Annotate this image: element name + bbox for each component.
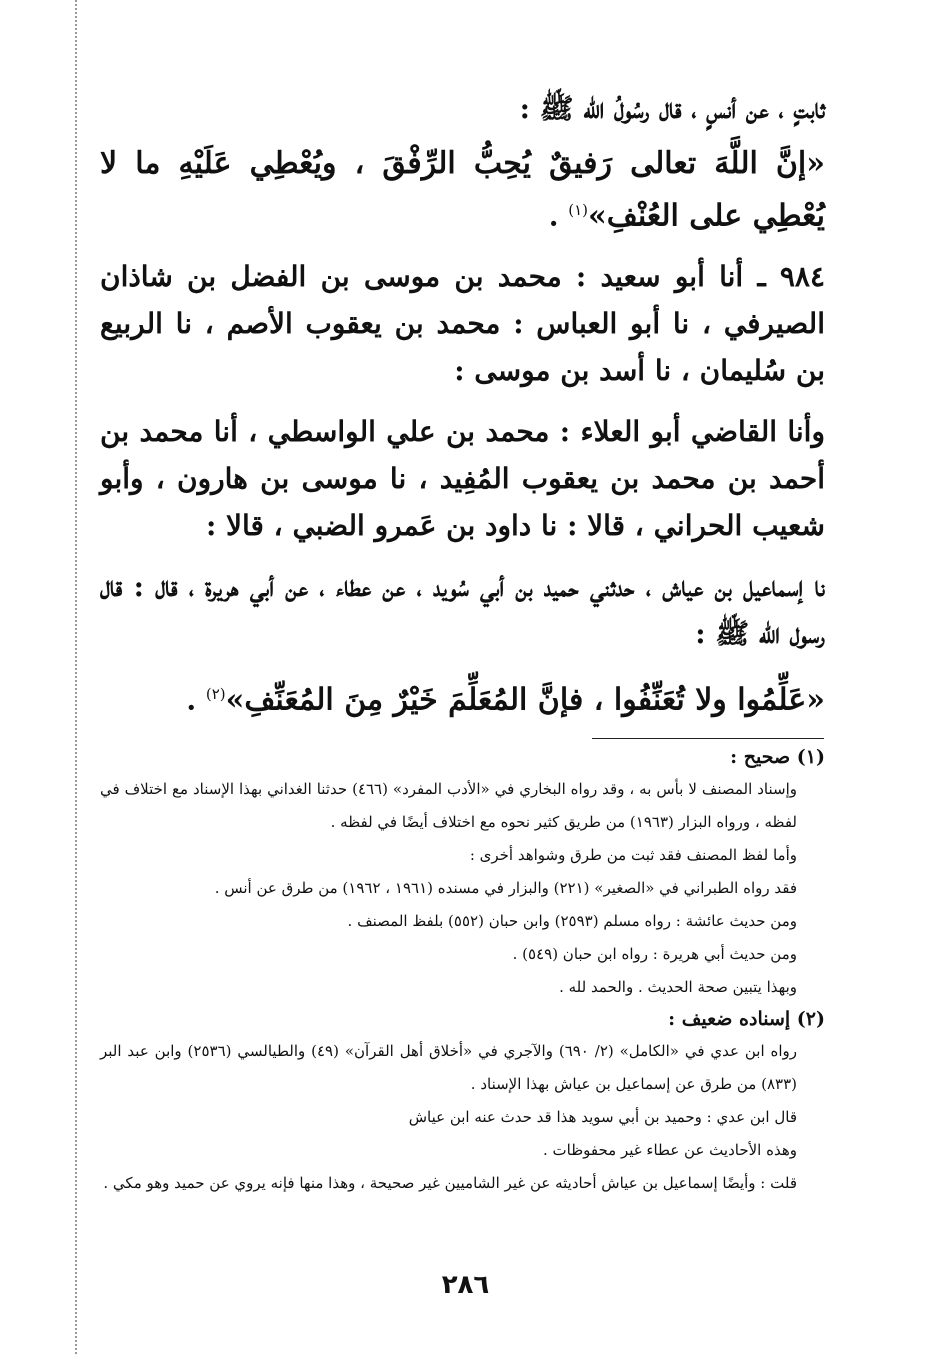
footnote-line: قال ابن عدي : وحميد بن أبي سويد هذا قد حدث عنه ابن عياش <box>408 1108 797 1126</box>
footnote-ref-2[interactable]: (٢) <box>205 685 226 704</box>
hadith-text: «إنَّ اللَّهَ تعالى رَفيقٌ يُحِبُّ الرِّفْقَ ، ويُعْطِي عَلَيْهِ ما لا يُعْطِي على العُنْفِ» <box>100 146 825 234</box>
footnote-line: ومن حديث عائشة : رواه مسلم (٢٥٩٣) وابن حبان (٥٥٢) بلفظ المصنف . <box>347 912 797 930</box>
footnote-1-heading: (١) صحيح : <box>730 746 825 768</box>
paragraph-chain-3 <box>100 563 825 657</box>
main-text <box>100 85 825 738</box>
paragraph-text: ثابتٍ ، عن أنسٍ ، قال رسُولُ الله ﷺ : <box>519 92 825 125</box>
binding-dotted-line <box>75 0 77 1354</box>
footnote-line: رواه ابن عدي في «الكامل» (٢/ ٦٩٠) والآجري في «أخلاق أهل القرآن» (٤٩) والطيالسي (٢٥٣٦) وابن عبد البر (٨٣٣) من طرق عن إسماعيل بن عياش بهذا الإسناد . <box>100 1042 798 1093</box>
page-number: ٢٨٦ <box>441 1270 490 1300</box>
footnote-2-heading: (٢) إسناده ضعيف : <box>668 1008 825 1030</box>
paragraph-chain-end <box>100 85 825 132</box>
punctuation: . <box>548 199 569 233</box>
footnote-ref-1[interactable]: (١) <box>568 201 589 219</box>
footnote-line: وبهذا يتبين صحة الحديث . والحمد لله . <box>559 978 797 996</box>
paragraph-chain-2 <box>100 408 825 549</box>
paragraph-text: نا إسماعيل بن عياش ، حدثني حميد بن أبي سُويد ، عن عطاء ، عن أبي هريرة ، قال : قال رسول الله ﷺ : <box>100 570 825 651</box>
hadith-chain-984 <box>100 253 825 394</box>
footnote-line: وإسناد المصنف لا بأس به ، وقد رواه البخاري في «الأدب المفرد» (٤٦٦) حدثنا الغداني بهذا الإسناد مع اختلاف في لفظه ، ورواه البزار (١٩٦٣) من طريق كثير نحوه مع اختلاف أيضًا في لفظه . <box>100 780 797 831</box>
paragraph-text: ـ أنا أبو سعيد : محمد بن موسى بن الفضل بن شاذان الصيرفي ، نا أبو العباس : محمد بن يعقوب الأصم ، نا الربيع بن سُليمان ، نا أسد بن موسى : <box>100 260 825 388</box>
footnote-line: فقد رواه الطبراني في «الصغير» (٢٢١) والبزار في مسنده (١٩٦١ ، ١٩٦٢) من طرق عن أنس . <box>214 879 797 897</box>
hadith-number: ٩٨٤ <box>779 260 825 294</box>
hadith-text: «عَلِّمُوا ولا تُعَنِّفُوا ، فإنَّ المُعَلِّمَ خَيْرٌ مِنَ المُعَنِّفِ» <box>225 682 825 718</box>
footnote-line: وهذه الأحاديث عن عطاء غير محفوظات . <box>543 1141 797 1159</box>
footnote-line: ومن حديث أبي هريرة : رواه ابن حبان (٥٤٩) . <box>512 945 797 963</box>
paragraph-text: وأنا القاضي أبو العلاء : محمد بن علي الواسطي ، أنا محمد بن أحمد بن محمد بن يعقوب المُفِيد ، نا موسى بن هارون ، وأبو شعيب الحراني ، قالا : نا داود بن عَمرو الضبي ، قالا : <box>100 415 825 543</box>
footnote-line: وأما لفظ المصنف فقد ثبت من طرق وشواهد أخرى : <box>469 846 797 864</box>
footnote-line: قلت : وأيضًا إسماعيل بن عياش أحاديثه عن غير الشاميين غير صحيحة ، وهذا منها فإنه يروي عن حميد وهو مكي . <box>103 1174 797 1192</box>
hadith-quote-1 <box>100 140 825 239</box>
footnote-divider <box>592 738 824 739</box>
hadith-quote-2 <box>100 671 825 723</box>
punctuation: . <box>186 683 206 717</box>
footnotes <box>100 742 825 1200</box>
